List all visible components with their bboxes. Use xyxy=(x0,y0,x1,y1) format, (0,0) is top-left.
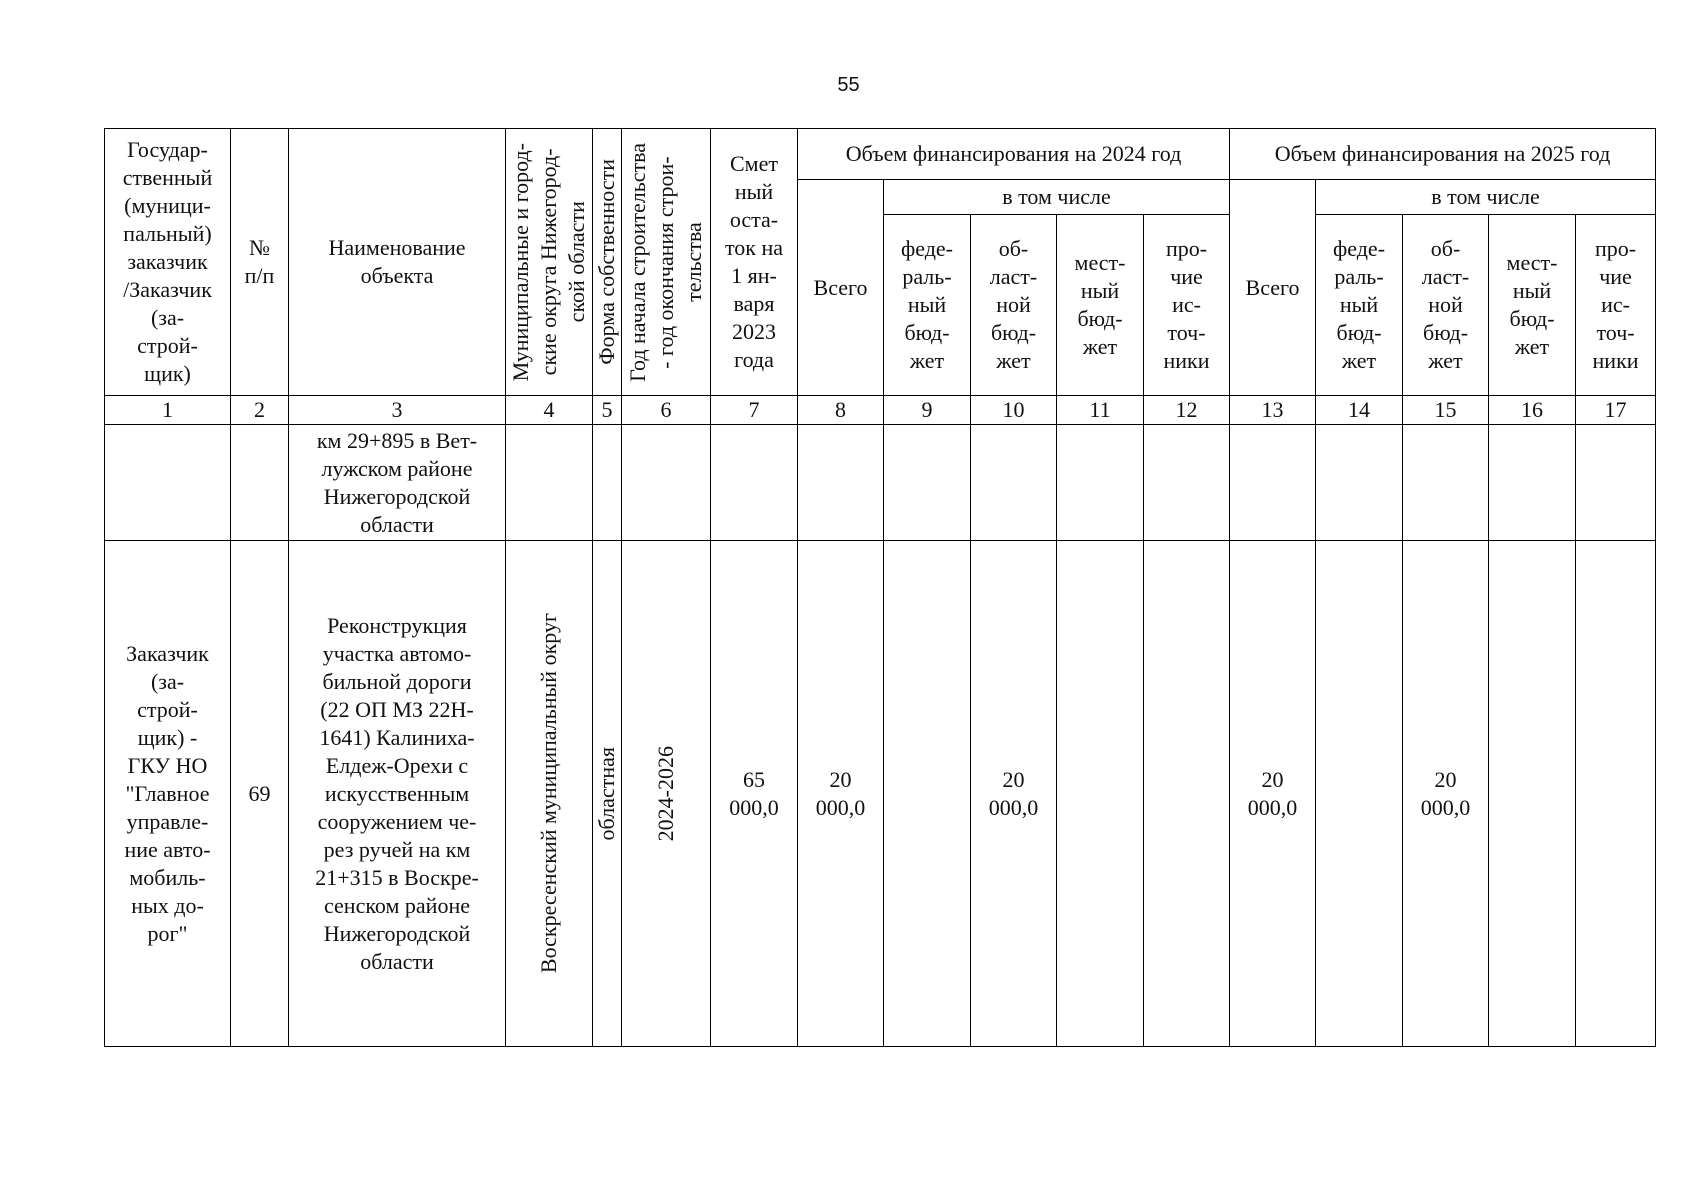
header-years-text: Год начала строительства - год окончания строи- тельства xyxy=(625,142,706,382)
page-number: 55 xyxy=(837,74,860,96)
table-row xyxy=(105,541,1656,1047)
header-object-name: Наименование объекта xyxy=(289,129,506,396)
header-local-2024: мест- ный бюд- жет xyxy=(1057,215,1144,396)
header-remainder: Смет ный оста- ток на 1 ян- варя 2023 года xyxy=(711,129,798,396)
column-number-row xyxy=(105,396,1656,425)
header-ownership xyxy=(593,129,622,396)
cell-other-2024 xyxy=(1144,541,1230,1047)
header-federal-2024: феде- раль- ный бюд- жет xyxy=(884,215,971,396)
cell-number: 69 xyxy=(231,541,289,1047)
table-row xyxy=(105,425,1656,541)
header-years xyxy=(622,129,711,396)
header-regional-2025: об- ласт- ной бюд- жет xyxy=(1403,215,1489,396)
column-number: 6 xyxy=(622,396,711,425)
cell-municipality xyxy=(506,541,593,1047)
cell-local-2024 xyxy=(1057,541,1144,1047)
header-local-2025: мест- ный бюд- жет xyxy=(1489,215,1576,396)
header-customer: Государ- ственный (муници- пальный) заказчик /Заказчик (за- строй- щик) xyxy=(105,129,231,396)
cell-object-name: км 29+895 в Вет- лужском районе Нижегородской области xyxy=(289,425,506,541)
column-number: 2 xyxy=(231,396,289,425)
cell-object-name: Реконструкция участка автомо- бильной дороги (22 ОП МЗ 22Н- 1641) Калиниха- Елдеж-Орехи с искусственным сооружением че- рез ручей на км 21+315 в Воскре- сенском районе Нижегородской области xyxy=(289,541,506,1047)
cell-other-2025 xyxy=(1576,425,1656,541)
cell-federal-2025 xyxy=(1316,425,1403,541)
cell-local-2025 xyxy=(1489,425,1576,541)
header-including-2025: в том числе xyxy=(1316,180,1656,215)
header-municipality-text: Муниципальные и город- ские округа Нижегород- ской области xyxy=(508,142,589,382)
cell-federal-2024 xyxy=(884,541,971,1047)
cell-years xyxy=(622,425,711,541)
column-number: 16 xyxy=(1489,396,1576,425)
cell-remainder: 65 000,0 xyxy=(711,541,798,1047)
header-other-2025: про- чие ис- точ- ники xyxy=(1576,215,1656,396)
column-number: 14 xyxy=(1316,396,1403,425)
column-number: 4 xyxy=(506,396,593,425)
column-number: 8 xyxy=(798,396,884,425)
header-total-2025: Всего xyxy=(1230,180,1316,396)
cell-total-2025 xyxy=(1230,425,1316,541)
cell-municipality xyxy=(506,425,593,541)
column-number: 11 xyxy=(1057,396,1144,425)
cell-federal-2025 xyxy=(1316,541,1403,1047)
header-ownership-text: Форма собственности xyxy=(594,159,619,365)
cell-regional-2025 xyxy=(1403,425,1489,541)
cell-regional-2025: 20 000,0 xyxy=(1403,541,1489,1047)
column-number: 7 xyxy=(711,396,798,425)
cell-customer xyxy=(105,425,231,541)
column-number: 13 xyxy=(1230,396,1316,425)
column-number: 5 xyxy=(593,396,622,425)
cell-years-text: 2024-2026 xyxy=(653,745,678,842)
cell-other-2025 xyxy=(1576,541,1656,1047)
cell-total-2024: 20 000,0 xyxy=(798,541,884,1047)
header-number: № п/п xyxy=(231,129,289,396)
cell-federal-2024 xyxy=(884,425,971,541)
header-including-2024: в том числе xyxy=(884,180,1230,215)
header-other-2024: про- чие ис- точ- ники xyxy=(1144,215,1230,396)
column-number: 10 xyxy=(971,396,1057,425)
column-number: 12 xyxy=(1144,396,1230,425)
cell-number xyxy=(231,425,289,541)
column-number: 15 xyxy=(1403,396,1489,425)
cell-ownership xyxy=(593,425,622,541)
cell-remainder xyxy=(711,425,798,541)
cell-other-2024 xyxy=(1144,425,1230,541)
column-number: 3 xyxy=(289,396,506,425)
cell-regional-2024: 20 000,0 xyxy=(971,541,1057,1047)
investment-program-table xyxy=(104,128,1656,1047)
cell-years xyxy=(622,541,711,1047)
cell-total-2025: 20 000,0 xyxy=(1230,541,1316,1047)
cell-local-2025 xyxy=(1489,541,1576,1047)
cell-ownership xyxy=(593,541,622,1047)
header-financing-2024: Объем финансирования на 2024 год xyxy=(798,129,1230,180)
cell-customer: Заказчик (за- строй- щик) - ГКУ НО "Главное управле- ние авто- мобиль- ных до- рог" xyxy=(105,541,231,1047)
header-federal-2025: феде- раль- ный бюд- жет xyxy=(1316,215,1403,396)
header-regional-2024: об- ласт- ной бюд- жет xyxy=(971,215,1057,396)
header-financing-2025: Объем финансирования на 2025 год xyxy=(1230,129,1656,180)
column-number: 1 xyxy=(105,396,231,425)
cell-regional-2024 xyxy=(971,425,1057,541)
cell-municipality-text: Воскресенский муниципальный округ xyxy=(536,613,561,974)
cell-local-2024 xyxy=(1057,425,1144,541)
header-total-2024: Всего xyxy=(798,180,884,396)
header-municipality xyxy=(506,129,593,396)
column-number: 9 xyxy=(884,396,971,425)
cell-total-2024 xyxy=(798,425,884,541)
column-number: 17 xyxy=(1576,396,1656,425)
cell-ownership-text: областная xyxy=(594,746,619,841)
